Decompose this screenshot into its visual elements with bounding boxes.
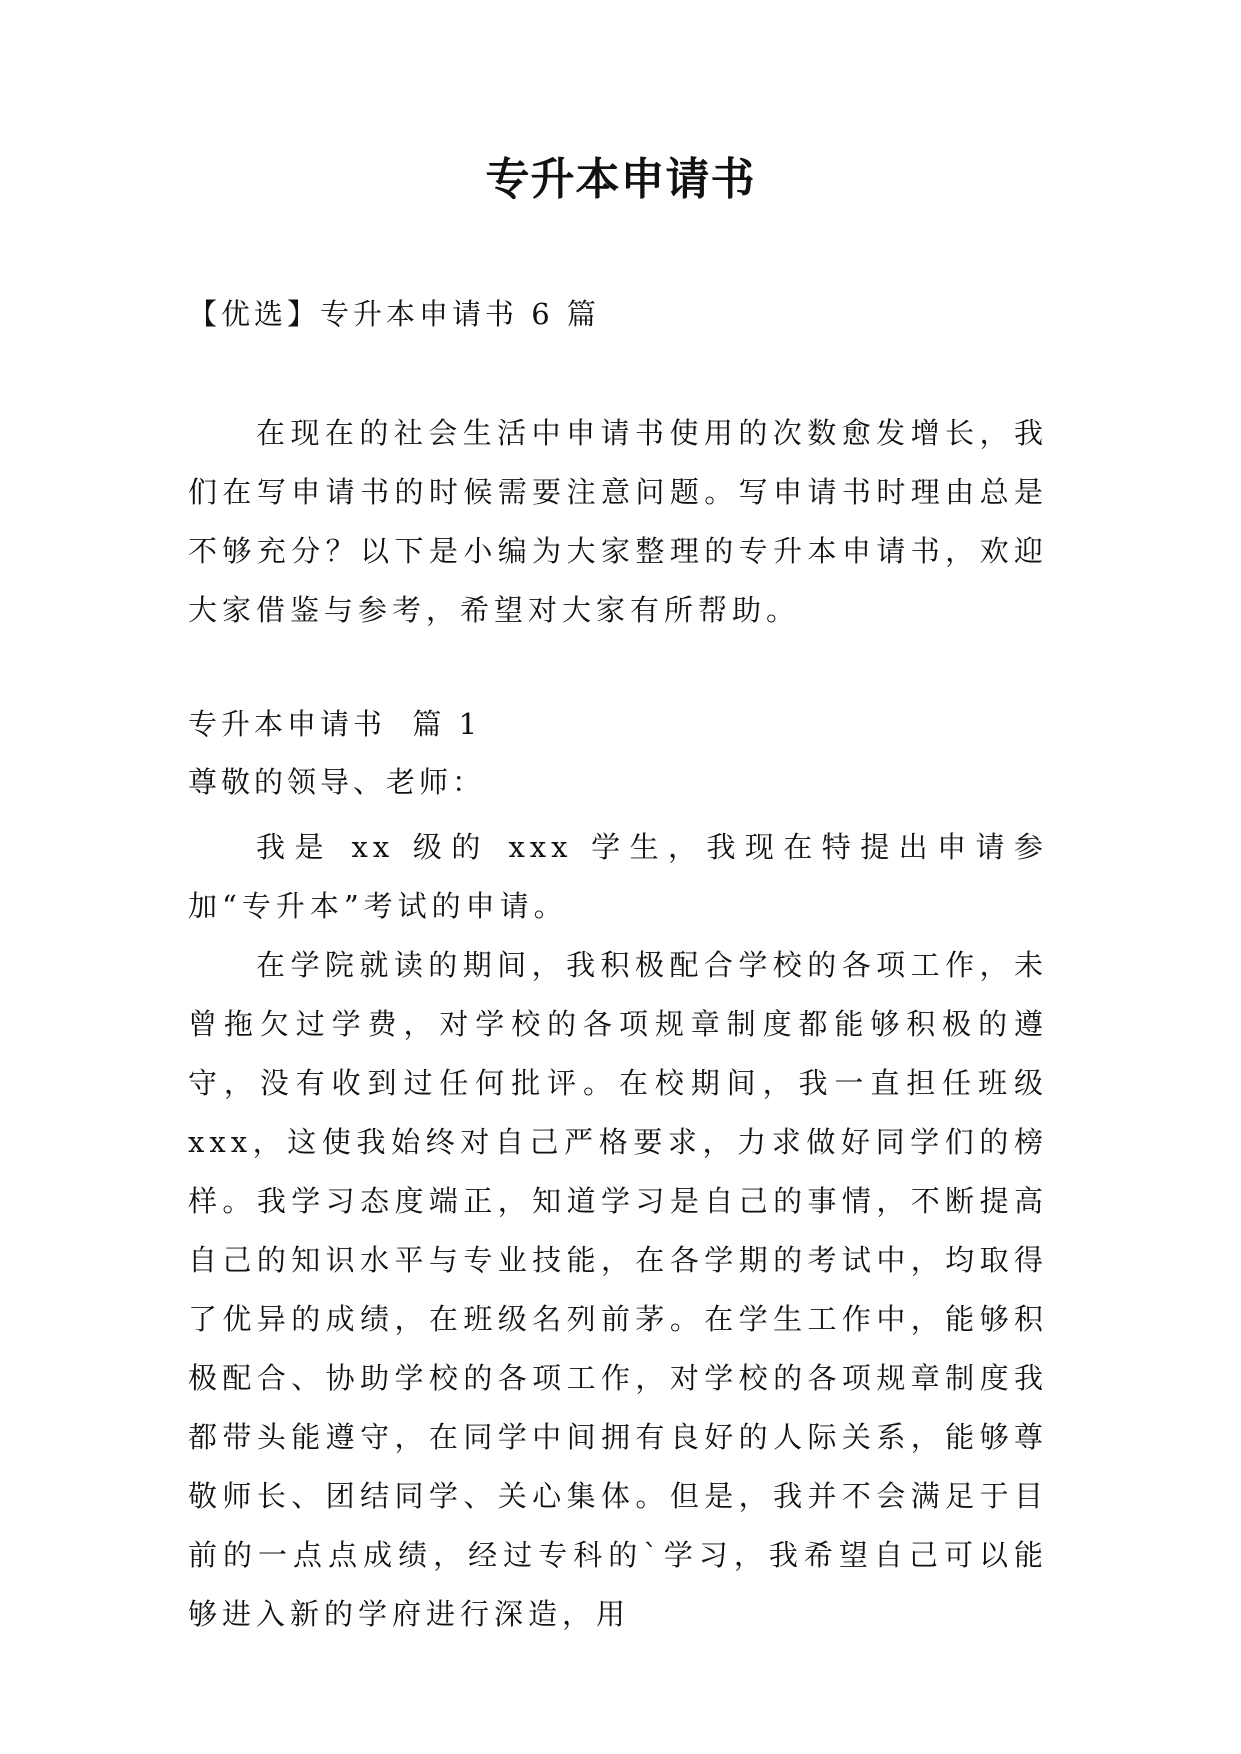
salutation: 尊敬的领导、老师： bbox=[188, 765, 486, 799]
section-heading: 专升本申请书 篇 1 bbox=[188, 707, 482, 741]
document-title: 专升本申请书 bbox=[485, 154, 756, 205]
body-paragraph: 在学院就读的期间，我积极配合学校的各项工作，未曾拖欠过学费，对学校的各项规章制度都能够积极的遵守，没有收到过任何批评。在校期间，我一直担任班级 xxx，这使我始终对自己严格要求，力求做好同学们的榜样。我学习态度端正，知道学习是自己的事情，不断提高自己的知识水平与专业技能，在各学期的考试中，均取得了优异的成绩，在班级名列前茅。在学生工作中，能够积极配合、协助学校的各项工作，对学校的各项规章制度我都带头能遵守，在同学中间拥有良好的人际关系，能够尊敬师长、团结同学、关心集体。但是，我并不会满足于目前的一点点成绩，经过专科的`学习，我希望自己可以能够进入新的学府进行深造，用 bbox=[188, 948, 1048, 1631]
intro-paragraph: 在现在的社会生活中申请书使用的次数愈发增长，我们在写申请书的时候需要注意问题。写申请书时理由总是不够充分？以下是小编为大家整理的专升本申请书，欢迎大家借鉴与参考，希望对大家有所帮助。 bbox=[188, 416, 1048, 627]
body-paragraph: 我是 xx 级的 xxx 学生，我现在特提出申请参加“专升本”考试的申请。 bbox=[188, 830, 1048, 923]
letter-body bbox=[188, 818, 1048, 1644]
document-subtitle: 【优选】专升本申请书 6 篇 bbox=[188, 297, 600, 331]
